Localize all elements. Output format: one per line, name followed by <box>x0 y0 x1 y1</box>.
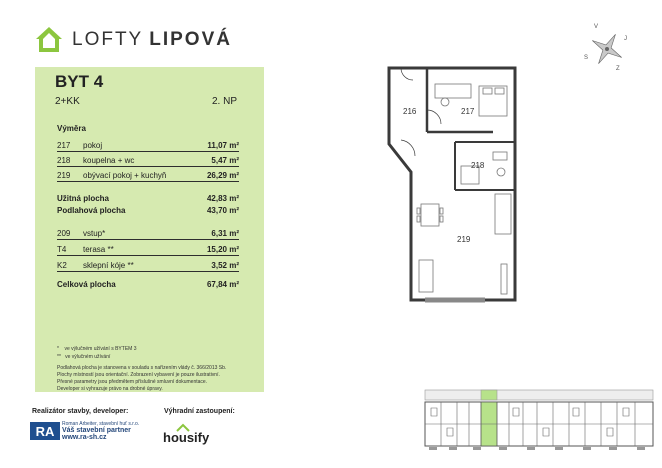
legal-note-line: Plochy místností jsou orientační. Zobrazení vybavení je pouze ilustrativní. <box>57 372 220 378</box>
svg-text:RA: RA <box>35 424 55 439</box>
room-area: 11,07 m² <box>207 141 239 150</box>
note-1 <box>57 346 137 353</box>
compass-rose <box>584 26 630 72</box>
developer-web[interactable]: www.ra-sh.cz <box>62 434 107 441</box>
compass-west: S <box>584 55 589 61</box>
extra-row <box>57 240 239 256</box>
room-code: 217 <box>57 141 71 150</box>
room-area: 5,47 m² <box>211 156 239 165</box>
room-name: koupelna + wc <box>83 156 135 165</box>
legal-note-line: Developer si vyhrazuje právo na drobné úpravy. <box>57 386 163 392</box>
extra-area: 15,20 m² <box>206 245 239 254</box>
extra-name: terasa ** <box>83 245 114 254</box>
compass-east: J <box>624 36 627 42</box>
floor-plan <box>375 62 525 318</box>
room-name: pokoj <box>83 141 103 150</box>
total-area-row <box>57 280 239 289</box>
floor-plan-drawing <box>375 62 525 318</box>
room-row <box>57 166 239 182</box>
legal-note-line: Přesné parametry jsou předmětem příslušné smluvní dokumentace. <box>57 379 208 385</box>
floor-area-value: 43,70 m² <box>206 206 239 215</box>
room-row <box>57 136 239 152</box>
extra-name: sklepní kóje ** <box>83 261 134 270</box>
keyplan-drawing <box>423 388 655 452</box>
extra-code: 209 <box>57 229 71 238</box>
compass-north: V <box>594 24 599 30</box>
agent-heading: Výhradní zastoupení: <box>164 408 235 415</box>
room-area: 26,29 m² <box>206 171 239 180</box>
agent-logo: housify <box>163 430 210 445</box>
unit-type: 2+KK <box>55 96 80 107</box>
room-label-218: 218 <box>471 161 485 170</box>
unit-title: BYT 4 <box>55 72 104 91</box>
room-row <box>57 151 239 167</box>
room-name: obývací pokoj + kuchyň <box>83 171 167 180</box>
extra-name: vstup* <box>83 229 106 238</box>
legal-notes <box>57 365 257 393</box>
developer-name: Roman Arbeiter, stavební huť s.r.o. <box>62 421 140 427</box>
usable-area-row <box>57 194 239 203</box>
room-code: 218 <box>57 156 71 165</box>
usable-area-label: Užitná plocha <box>57 194 110 203</box>
housify-roof-icon <box>176 419 190 428</box>
room-code: 219 <box>57 171 71 180</box>
room-label-219: 219 <box>457 235 471 244</box>
compass-icon <box>584 26 630 72</box>
note-2 <box>57 354 110 361</box>
compass-south: Z <box>616 66 620 72</box>
extra-area: 6,31 m² <box>211 229 239 238</box>
extra-area: 3,52 m² <box>211 261 239 270</box>
developer-slogan: Váš stavební partner <box>62 427 131 434</box>
extra-row <box>57 256 239 272</box>
floor-area-row <box>57 206 239 215</box>
areas-heading: Výměra <box>57 124 86 133</box>
legal-note-line: Podlahová plocha je stanovena v souladu s nařízením vlády č. 366/2013 Sb. <box>57 365 227 371</box>
unit-floor: 2. NP <box>212 96 238 107</box>
extra-code: K2 <box>57 261 67 270</box>
ra-logo-icon <box>30 420 60 442</box>
floor-area-label: Podlahová plocha <box>57 206 126 215</box>
extra-row <box>57 224 239 240</box>
note-2-text: ve výlučném užívání <box>65 354 111 360</box>
note-1-mark: * <box>57 346 59 352</box>
note-2-mark: ** <box>57 354 61 360</box>
ra-logo <box>30 420 60 442</box>
room-label-216: 216 <box>403 107 417 116</box>
brand-word-2: LIPOVÁ <box>149 29 232 50</box>
brand-word-1: LOFTY <box>72 29 144 50</box>
brand-logo <box>34 24 254 56</box>
building-keyplan <box>423 388 655 452</box>
developer-heading: Realizátor stavby, developer: <box>32 408 129 415</box>
house-leaf-icon <box>34 25 64 55</box>
note-1-text: ve výlučném užívání s BYTEM 3 <box>64 346 137 352</box>
developer-info <box>62 421 139 441</box>
usable-area-value: 42,83 m² <box>206 194 239 203</box>
extra-code: T4 <box>57 245 67 254</box>
total-area-value: 67,84 m² <box>206 280 239 289</box>
room-label-217: 217 <box>461 107 475 116</box>
total-area-label: Celková plocha <box>57 280 116 289</box>
